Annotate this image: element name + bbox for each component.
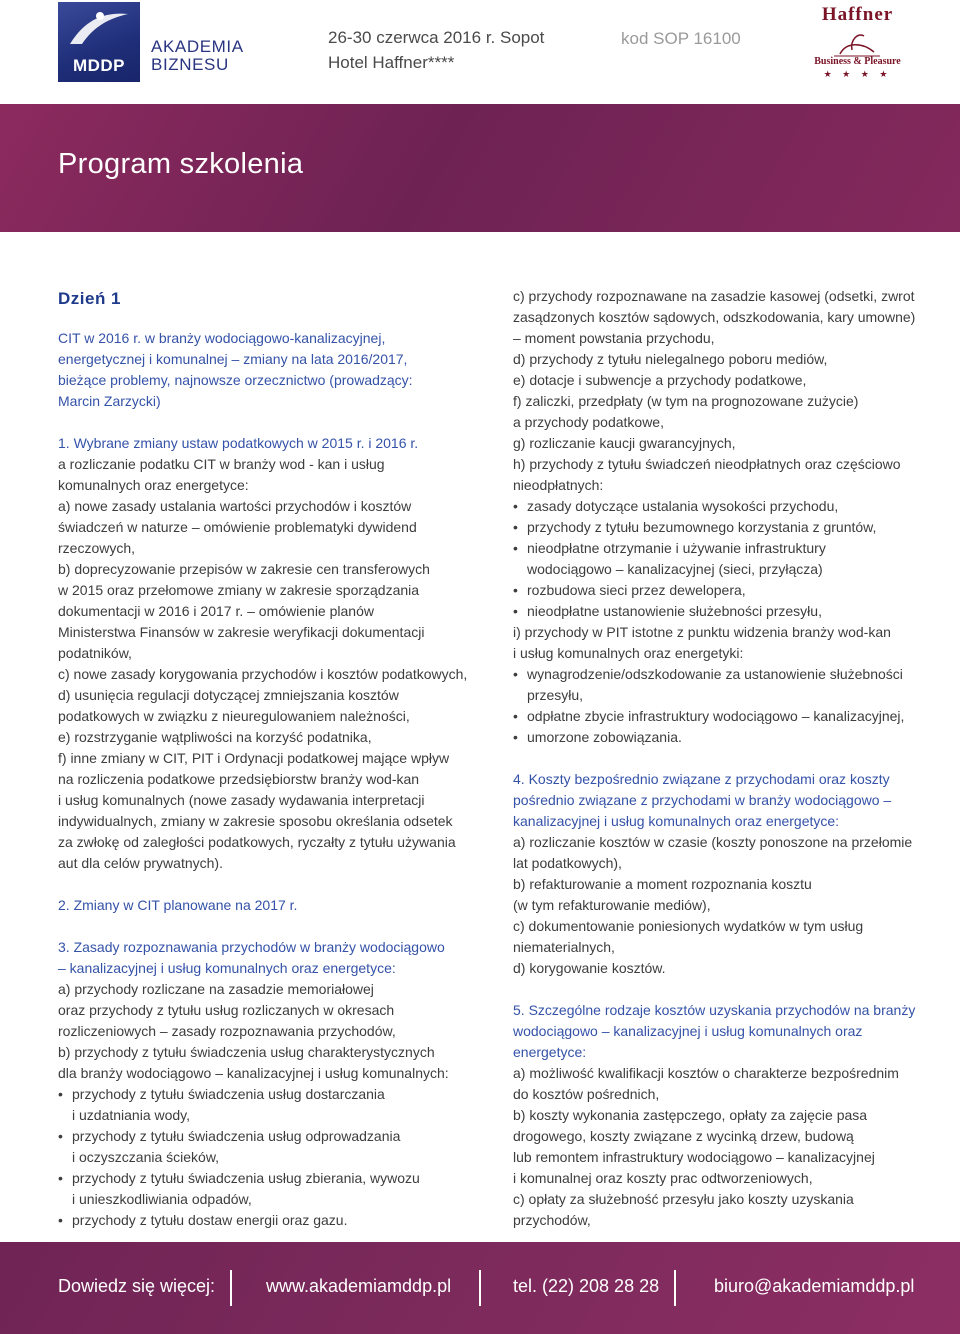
section-3-title — [58, 937, 468, 979]
hotel-name: Haffner — [821, 4, 894, 25]
text-line: b) doprecyzowanie przepisów w zakresie cen transferowych — [58, 561, 430, 577]
text-line: – moment powstania przychodu, — [513, 330, 715, 346]
text-line: dokumentacji w 2016 i 2017 r. – omówienie planów — [58, 603, 374, 619]
text-line: CIT w 2016 r. w branży wodociągowo-kanalizacyjnej, — [58, 330, 386, 346]
program-body — [0, 232, 960, 1242]
text-line: do kosztów pośrednich, — [513, 1086, 660, 1102]
text-line: podatkowych w związku z nieuregulowaniem należności, — [58, 708, 410, 724]
mddp-logo[interactable] — [58, 2, 140, 82]
logo-text: MDDP — [72, 56, 126, 75]
text-line: – kanalizacyjnej i usług komunalnych oraz energetyce: — [58, 960, 396, 976]
text-line: b) refakturowanie a moment rozpoznania kosztu — [513, 876, 812, 892]
text-line: i usług komunalnych oraz energetyki: — [513, 645, 744, 661]
brand-name — [151, 38, 244, 74]
section-2-title: 2. Zmiany w CIT planowane na 2017 r. — [58, 897, 298, 913]
text-line: bieżące problemy, najnowsze orzecznictwo (prowadzący: — [58, 372, 413, 388]
footer — [0, 1242, 960, 1334]
spacer — [58, 916, 468, 937]
section-3-continued — [513, 286, 916, 496]
text-line: c) dokumentowanie poniesionych wydatków w tym usług — [513, 918, 864, 934]
text-line: nieodpłatnych: — [513, 477, 604, 493]
spacer — [513, 979, 913, 1000]
text-line: komunalnych oraz energetyce: — [58, 477, 249, 493]
section-1-title: 1. Wybrane zmiany ustaw podatkowych w 2015 r. i 2016 r. — [58, 435, 419, 451]
footer-website-link[interactable]: www.akademiamddp.pl — [266, 1276, 452, 1296]
hotel-logo[interactable] — [810, 4, 905, 80]
text-line: 3. Zasady rozpoznawania przychodów w branży wodociągowo — [58, 939, 445, 955]
i-bullets — [513, 664, 913, 748]
bullet-item: • przychody z tytułu dostaw energii oraz gazu. — [58, 1210, 468, 1231]
day-heading: Dzień 1 — [58, 289, 122, 308]
bullet-item: • przychody z tytułu świadczenia usług dostarczania — [58, 1084, 468, 1105]
bullet-item: • wynagrodzenie/odszkodowanie za ustanowienie służebności — [513, 664, 913, 685]
text-line: h) przychody z tytułu świadczeń nieodpłatnych oraz częściowo — [513, 456, 901, 472]
text-line: a przychody podatkowe, — [513, 414, 664, 430]
text-line: wodociągowo – kanalizacyjnej i usług komunalnych oraz — [513, 1023, 863, 1039]
brand-line-1: AKADEMIA — [151, 37, 244, 56]
text-line: indywidualnych, zmiany w zakresie sposobu określania odsetek — [58, 813, 453, 829]
text-line: niematerialnych, — [513, 939, 615, 955]
section-3-bullets — [58, 1084, 468, 1231]
left-column — [58, 286, 468, 1231]
spacer — [58, 874, 468, 895]
bullet-item-continued: przesyłu, — [527, 687, 584, 703]
text-line: f) zaliczki, przedpłaty (w tym na prognozowane zużycie) — [513, 393, 859, 409]
bullet-item: • przychody z tytułu świadczenia usług zbierania, wywozu — [58, 1168, 468, 1189]
bullet-item-continued: i oczyszczania ścieków, — [72, 1149, 220, 1165]
text-line: przychodów, — [513, 1212, 591, 1228]
text-line: d) usunięcia regulacji dotyczącej zmniejszania kosztów — [58, 687, 399, 703]
event-code: kod SOP 16100 — [621, 29, 741, 48]
text-line: c) nowe zasady korygowania przychodów i kosztów podatkowych, — [58, 666, 468, 682]
swan-icon — [832, 28, 882, 58]
footer-divider — [230, 1270, 232, 1306]
bullet-item-continued: i unieszkodliwiania odpadów, — [72, 1191, 252, 1207]
text-line: a rozliczanie podatku CIT w branży wod - kan i usług — [58, 456, 385, 472]
text-line: a) nowe zasady ustalania wartości przychodów i kosztów — [58, 498, 412, 514]
title-band — [0, 104, 960, 232]
h-bullets — [513, 496, 913, 622]
text-line: i komunalnej oraz koszty prac odtworzeniowych, — [513, 1170, 813, 1186]
text-line: e) dotacje i subwencje a przychody podatkowe, — [513, 372, 807, 388]
text-line: świadczeń w naturze – omówienie problematyki dywidend — [58, 519, 417, 535]
text-line: d) korygowanie kosztów. — [513, 960, 666, 976]
bullet-item: • przychody z tytułu bezumownego korzystania z gruntów, — [513, 517, 913, 538]
spacer — [513, 748, 913, 769]
text-line: podatników, — [58, 645, 132, 661]
bullet-item: • zasady dotyczące ustalania wysokości przychodu, — [513, 496, 913, 517]
text-line: c) przychody rozpoznawane na zasadzie kasowej (odsetki, zwrot — [513, 288, 915, 304]
i-items — [513, 622, 913, 664]
text-line: b) przychody z tytułu świadczenia usług charakterystycznych — [58, 1044, 435, 1060]
text-line: lub remontem infrastruktury wodociągowo – kanalizacyjnej — [513, 1149, 875, 1165]
text-line: b) koszty wykonania zastępczego, opłaty za zajęcie pasa — [513, 1107, 868, 1123]
text-line: g) rozliczanie kaucji gwarancyjnych, — [513, 435, 736, 451]
text-line: e) rozstrzyganie wątpliwości na korzyść podatnika, — [58, 729, 372, 745]
text-line: (w tym refakturowanie mediów), — [513, 897, 711, 913]
text-line: oraz przychody z tytułu usług rozliczanych w okresach — [58, 1002, 395, 1018]
text-line: a) rozliczanie kosztów w czasie (koszty ponoszone na przełomie — [513, 834, 913, 850]
header — [0, 0, 960, 104]
text-line: c) opłaty za służebność przesyłu jako koszty uzyskania — [513, 1191, 854, 1207]
text-line: w 2015 oraz przełomowe zmiany w zakresie sporządzania — [58, 582, 420, 598]
bullet-item: • nieodpłatne otrzymanie i używanie infrastruktury — [513, 538, 913, 559]
text-line: za zwłokę od zaległości podatkowych, ryczałty z tytułu używania — [58, 834, 456, 850]
text-line: zasądzonych kosztów sądowych, odszkodowania, kary umowne) — [513, 309, 916, 325]
text-line: energetycznej i komunalnej – zmiany na lata 2016/2017, — [58, 351, 408, 367]
section-5-content — [513, 1063, 913, 1231]
hotel-tagline: Business & Pleasure — [814, 56, 901, 67]
bullet-item-continued: i uzdatniania wody, — [72, 1107, 191, 1123]
bullet-item: • przychody z tytułu świadczenia usług odprowadzania — [58, 1126, 468, 1147]
section-1-content — [58, 454, 468, 874]
text-line: a) przychody rozliczane na zasadzie memoriałowej — [58, 981, 374, 997]
text-line: i) przychody w PIT istotne z punktu widzenia branży wod-kan — [513, 624, 891, 640]
footer-phone-link[interactable]: tel. (22) 208 28 28 — [513, 1276, 660, 1296]
text-line: kanalizacyjnej i usług komunalnych oraz energetyce: — [513, 813, 840, 829]
swoosh-icon — [66, 8, 132, 50]
event-venue: Hotel Haffner**** — [328, 53, 455, 72]
text-line: i usług komunalnych (nowe zasady wydawania interpretacji — [58, 792, 425, 808]
text-line: energetyce: — [513, 1044, 587, 1060]
bullet-item: • odpłatne zbycie infrastruktury wodociągowo – kanalizacyjnej, — [513, 706, 913, 727]
page-title: Program szkolenia — [58, 148, 304, 180]
text-line: rzeczowych, — [58, 540, 136, 556]
footer-divider — [479, 1270, 481, 1306]
text-line: f) inne zmiany w CIT, PIT i Ordynacji podatkowej mające wpływ — [58, 750, 450, 766]
event-date: 26-30 czerwca 2016 r. Sopot — [328, 28, 545, 47]
hotel-stars: ★ ★ ★ ★ — [823, 69, 892, 79]
text-line: 5. Szczególne rodzaje kosztów uzyskania przychodów na branży — [513, 1002, 916, 1018]
section-3-content — [58, 979, 468, 1084]
text-line: na rozliczenia podatkowe przedsiębiorstw branży wod-kan — [58, 771, 420, 787]
right-column — [513, 286, 916, 1231]
course-topic — [58, 328, 468, 412]
footer-divider — [674, 1270, 676, 1306]
section-5-title — [513, 1000, 916, 1063]
text-line: Ministerstwa Finansów w zakresie weryfikacji dokumentacji — [58, 624, 425, 640]
spacer — [58, 412, 468, 433]
text-line: dla branży wodociągowo – kanalizacyjnej i usług komunalnych: — [58, 1065, 449, 1081]
bullet-item: • nieodpłatne ustanowienie służebności przesyłu, — [513, 601, 913, 622]
text-line: 4. Koszty bezpośrednio związane z przychodami oraz koszty — [513, 771, 890, 787]
text-line: Marcin Zarzycki) — [58, 393, 161, 409]
text-line: pośrednio związane z przychodami w branży wodociągowo – — [513, 792, 892, 808]
section-4-title — [513, 769, 913, 832]
text-line: rozliczeniowych – zasady rozpoznawania przychodów, — [58, 1023, 396, 1039]
brand-line-2: BIZNESU — [151, 55, 229, 74]
bullet-item: • rozbudowa sieci przez dewelopera, — [513, 580, 913, 601]
bullet-item: • umorzone zobowiązania. — [513, 727, 913, 748]
text-line: lat podatkowych), — [513, 855, 622, 871]
text-line: d) przychody z tytułu nielegalnego poboru mediów, — [513, 351, 828, 367]
text-line: aut dla celów prywatnych). — [58, 855, 223, 871]
footer-email-link[interactable]: biuro@akademiamddp.pl — [714, 1276, 915, 1296]
section-4-content — [513, 832, 913, 979]
text-line: drogowego, koszty związane z wycinką drzew, budową — [513, 1128, 854, 1144]
bullet-item-continued: wodociągowo – kanalizacyjnej (sieci, przyłącza) — [527, 561, 823, 577]
text-line: a) możliwość kwalifikacji kosztów o charakterze bezpośrednim — [513, 1065, 899, 1081]
footer-more-label: Dowiedz się więcej: — [58, 1276, 216, 1296]
